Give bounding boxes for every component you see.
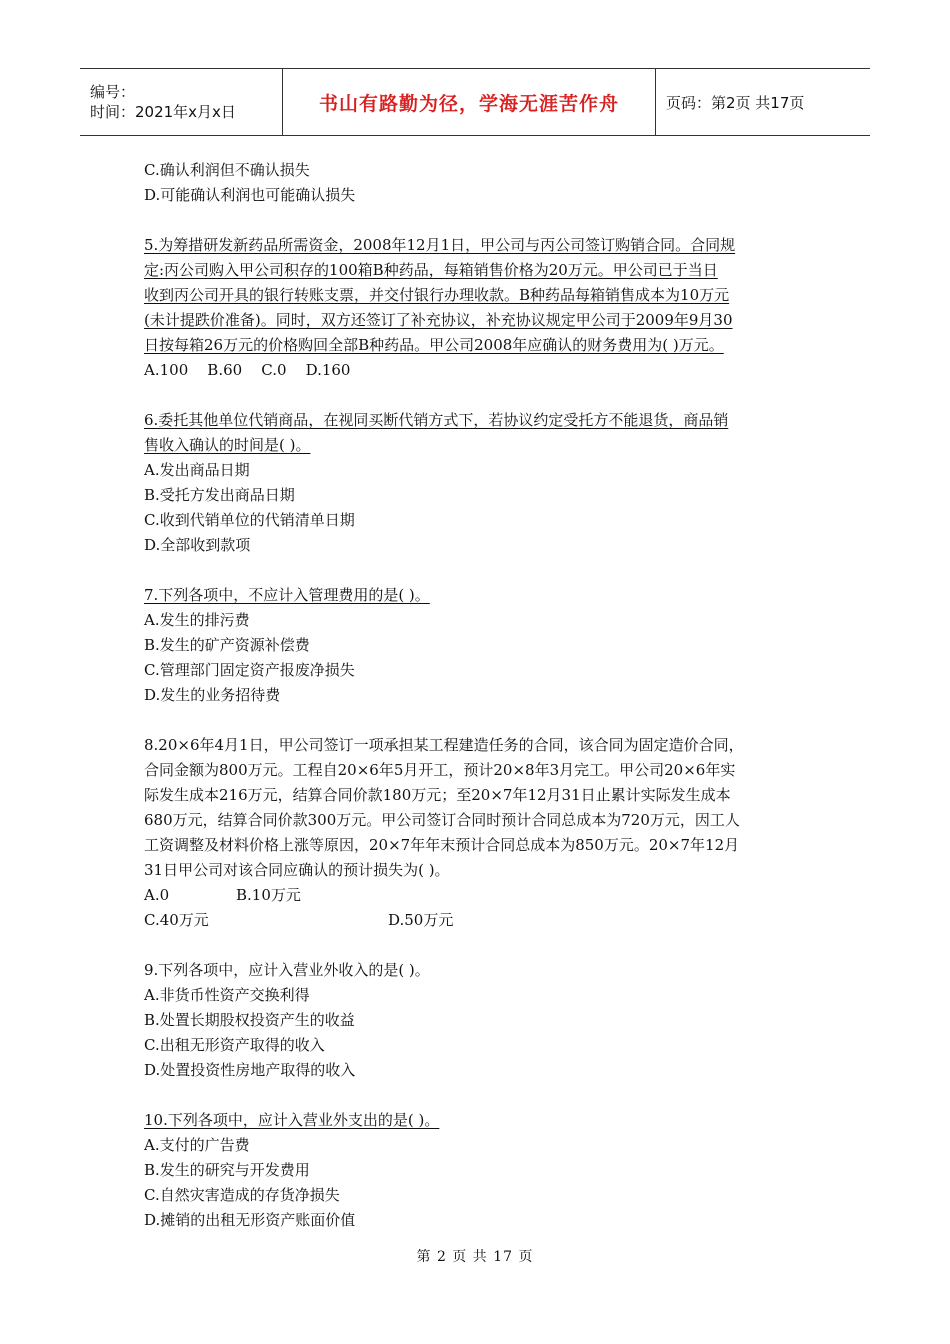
header-meta (80, 69, 282, 135)
option: D.发生的业务招待费 (144, 686, 281, 704)
question-9 (144, 958, 814, 1083)
option: B.发生的矿产资源补偿费 (144, 636, 310, 654)
option: C.管理部门固定资产报废净损失 (144, 661, 355, 679)
question-8 (144, 733, 814, 933)
option: C.自然灾害造成的存货净损失 (144, 1186, 340, 1204)
date-label: 时间：2021年x月x日 (90, 103, 236, 121)
option-a: A.0 (144, 886, 170, 904)
option: A.支付的广告费 (144, 1136, 250, 1154)
previous-question-options (144, 158, 814, 208)
option-row (144, 883, 814, 908)
question-text-line: 6.委托其他单位代销商品，在视同买断代销方式下，若协议约定受托方不能退货，商品销 (144, 411, 729, 429)
question-text-line: 7.下列各项中，不应计入管理费用的是( )。 (144, 586, 430, 604)
option: A.非货币性资产交换利得 (144, 986, 310, 1004)
option: D.摊销的出租无形资产账面价值 (144, 1211, 356, 1229)
option-c: C.40万元 (144, 911, 209, 929)
question-options: A.100 B.60 C.0 D.160 (144, 361, 351, 379)
option: B.处置长期股权投资产生的收益 (144, 1011, 355, 1029)
option-row (144, 908, 814, 933)
question-text-line: 际发生成本216万元，结算合同价款180万元；至20×7年12月31日止累计实际发生成本 (144, 786, 731, 804)
question-text-line: 日按每箱26万元的价格购回全部B种药品。甲公司2008年应确认的财务费用为( )万元。 (144, 336, 724, 354)
question-text-line: 售收入确认的时间是( )。 (144, 436, 311, 454)
option: C.出租无形资产取得的收入 (144, 1036, 325, 1054)
option: D.处置投资性房地产取得的收入 (144, 1061, 356, 1079)
page-header (80, 68, 870, 136)
option-b: B.10万元 (236, 886, 301, 904)
question-text-line: 31日甲公司对该合同应确认的预计损失为( )。 (144, 861, 450, 879)
question-text-line: 9.下列各项中，应计入营业外收入的是( )。 (144, 961, 430, 979)
option: B.发生的研究与开发费用 (144, 1161, 310, 1179)
question-text-line: 合同金额为800万元。工程自20×6年5月开工，预计20×8年3月完工。甲公司20×6年实 (144, 761, 736, 779)
question-text-line: 8.20×6年4月1日，甲公司签订一项承担某工程建造任务的合同，该合同为固定造价合同， (144, 736, 744, 754)
page-footer: 第 2 页 共 17 页 (416, 1249, 534, 1265)
option-d: D.50万元 (388, 911, 454, 929)
question-6 (144, 408, 814, 558)
question-text-line: 10.下列各项中，应计入营业外支出的是( )。 (144, 1111, 440, 1129)
header-motto (282, 69, 656, 135)
header-page-info (656, 69, 870, 135)
document-body (144, 158, 814, 1233)
option: A.发生的排污费 (144, 611, 250, 629)
option: C.收到代销单位的代销清单日期 (144, 511, 355, 529)
question-text-line: 5.为筹措研发新药品所需资金，2008年12月1日，甲公司与丙公司签订购销合同。合同规 (144, 236, 736, 254)
option: A.发出商品日期 (144, 461, 250, 479)
question-text-line: (未计提跌价准备)。同时，双方还签订了补充协议，补充协议规定甲公司于2009年9月30 (144, 311, 733, 329)
option: D.全部收到款项 (144, 536, 251, 554)
option: B.受托方发出商品日期 (144, 486, 295, 504)
question-text-line: 680万元，结算合同价款300万元。甲公司签订合同时预计合同总成本为720万元，因工人 (144, 811, 740, 829)
question-text-line: 收到丙公司开具的银行转账支票，并交付银行办理收款。B种药品每箱销售成本为10万元 (144, 286, 730, 304)
option: D.可能确认利润也可能确认损失 (144, 186, 356, 204)
question-5 (144, 233, 814, 383)
motto-text: 书山有路勤为径，学海无涯苦作舟 (318, 92, 619, 115)
serial-label: 编号： (90, 83, 136, 101)
question-text-line: 定:丙公司购入甲公司积存的100箱B种药品，每箱销售价格为20万元。甲公司已于当日 (144, 261, 718, 279)
question-7 (144, 583, 814, 708)
option: C.确认利润但不确认损失 (144, 161, 310, 179)
page-info-text: 页码：第2页 共17页 (666, 93, 805, 112)
question-text-line: 工资调整及材料价格上涨等原因，20×7年年末预计合同总成本为850万元。20×7年12月 (144, 836, 740, 854)
question-10 (144, 1108, 814, 1233)
